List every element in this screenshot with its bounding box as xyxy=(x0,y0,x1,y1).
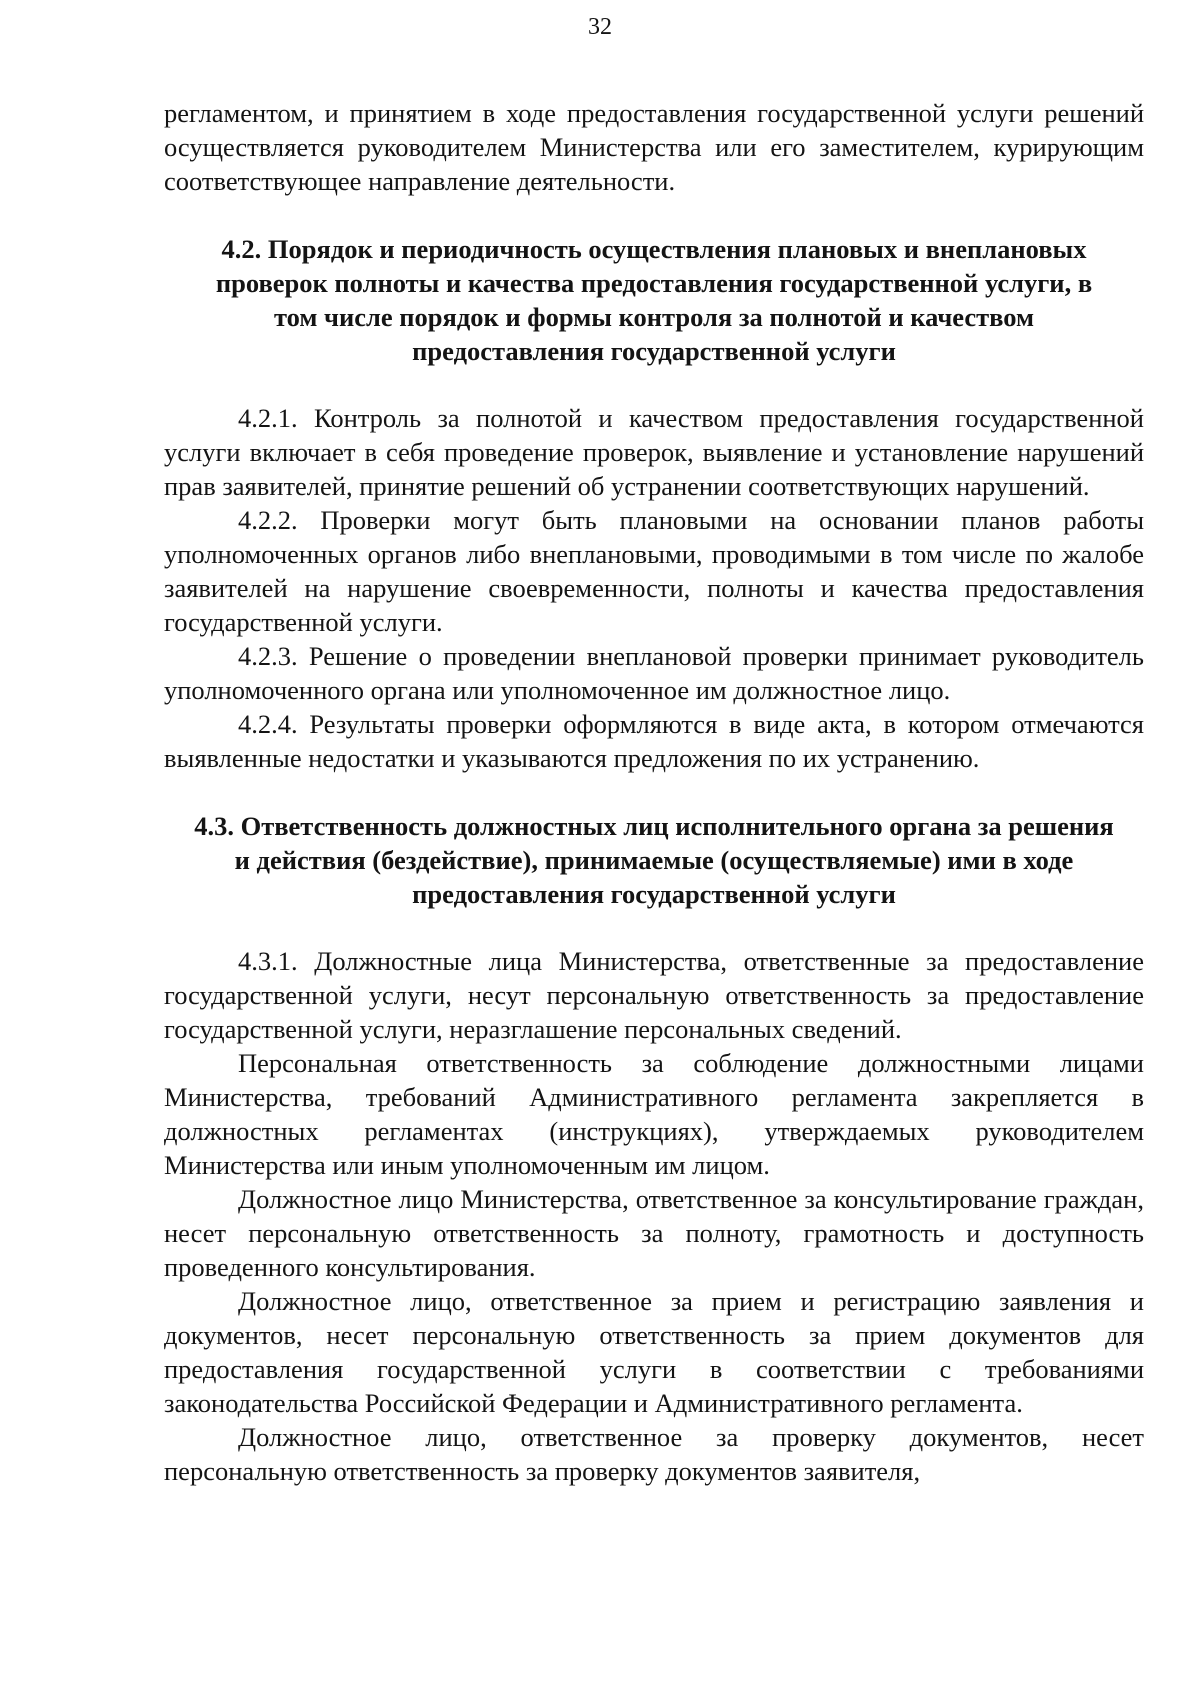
paragraph: 4.2.3. Решение о проведении внеплановой проверки принимает руководитель уполномоченного органа или уполномоченное им должностное лицо. xyxy=(164,641,1144,705)
section-gap xyxy=(164,775,1144,809)
paragraph: 4.2.4. Результаты проверки оформляются в виде акта, в котором отмечаются выявленные недостатки и указываются предложения по их устранению. xyxy=(164,709,1144,773)
paragraph: Персональная ответственность за соблюдение должностными лицами Министерства, требований Административного регламента закрепляется в должностных регламентах (инструкциях), утверждаемых руководителем Министерства или иным уполномоченным им лицом. xyxy=(164,1048,1144,1180)
document-body xyxy=(164,96,1144,1488)
paragraph: 4.2.2. Проверки могут быть плановыми на основании планов работы уполномоченных органов либо внеплановыми, проводимыми в том числе по жалобе заявителей на нарушение своевременности, полноты и качества предоставления государственной услуги. xyxy=(164,505,1144,637)
paragraph: 4.3.1. Должностные лица Министерства, ответственные за предоставление государственной услуги, несут персональную ответственность за предоставление государственной услуги, неразглашение персональных сведений. xyxy=(164,946,1144,1044)
paragraph: Должностное лицо, ответственное за прием и регистрацию заявления и документов, несет персональную ответственность за прием документов для предоставления государственной услуги в соответствии с требованиями законодательства Российской Федерации и Административного регламента. xyxy=(164,1286,1144,1418)
section-4-3 xyxy=(164,809,1144,1488)
paragraph: 4.2.1. Контроль за полнотой и качеством предоставления государственной услуги включает в себя проведение проверок, выявление и установление нарушений прав заявителей, принятие решений об устранении соответствующих нарушений. xyxy=(164,403,1144,501)
paragraph: Должностное лицо Министерства, ответственное за консультирование граждан, несет персональную ответственность за полноту, грамотность и доступность проведенного консультирования. xyxy=(164,1184,1144,1282)
page-number: 32 xyxy=(588,14,612,40)
intro-paragraph: регламентом, и принятием в ходе предоставления государственной услуги решений осуществляется руководителем Министерства или его заместителем, курирующим соответствующее направление деятельности. xyxy=(164,98,1144,196)
section-heading: 4.2. Порядок и периодичность осуществления плановых и внеплановых проверок полноты и качества предоставления государственной услуги, в том числе порядок и формы контроля за полнотой и качеством предоставления государственной услуги xyxy=(215,234,1093,366)
paragraph: Должностное лицо, ответственное за проверку документов, несет персональную ответственность за проверку документов заявителя, xyxy=(164,1422,1144,1486)
section-4-2 xyxy=(164,232,1144,775)
section-heading: 4.3. Ответственность должностных лиц исполнительного органа за решения и действия (бездействие), принимаемые (осуществляемые) ими в ходе предоставления государственной услуги xyxy=(194,811,1114,909)
